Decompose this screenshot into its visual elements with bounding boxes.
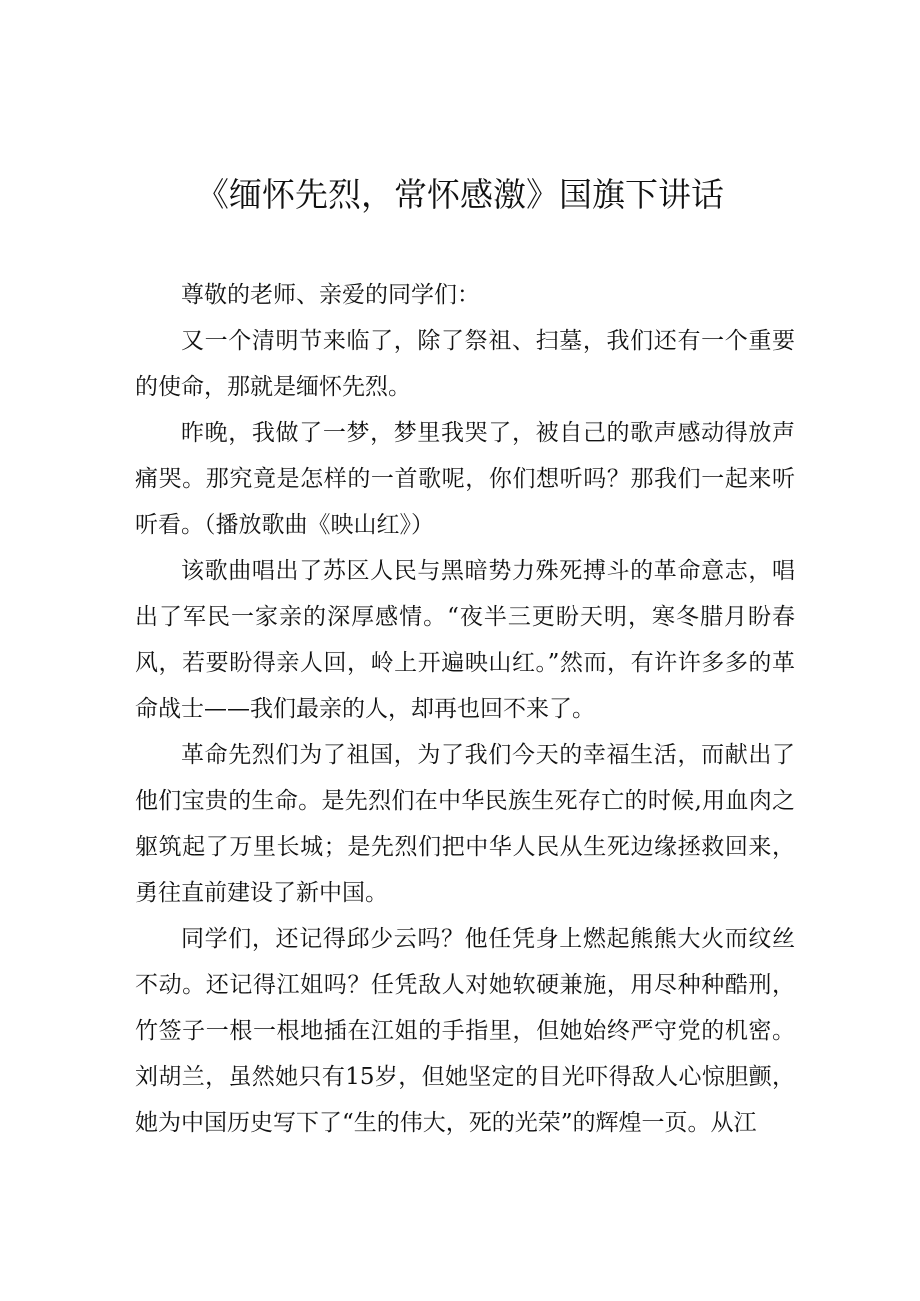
paragraph-martyrs: 革命先烈们为了祖国，为了我们今天的幸福生活，而献出了他们宝贵的生命。是先烈们在中华民族生死存亡的时候,用血肉之躯筑起了万里长城；是先烈们把中华人民从生死边缘拯救回来，勇往直前建设了新中国。 [135,742,795,906]
document-title: 《缅怀先烈，常怀感激》国旗下讲话 [196,175,724,214]
paragraph-song: 该歌曲唱出了苏区人民与黑暗势力殊死搏斗的革命意志，唱出了军民一家亲的深厚感情。“夜半三更盼天明，寒冬腊月盼春风，若要盼得亲人回，岭上开遍映山红。”然而，有许许多多的革命战士——我们最亲的人，却再也回不来了。 [135,558,795,722]
document-body [135,272,795,1146]
paragraph-greeting: 尊敬的老师、亲爱的同学们： [181,282,480,308]
paragraph-dream: 昨晚，我做了一梦，梦里我哭了，被自己的歌声感动得放声痛哭。那究竟是怎样的一首歌呢，你们想听吗？那我们一起来听听看。（播放歌曲《映山红》） [135,420,795,538]
paragraph-qingming: 又一个清明节来临了，除了祭祖、扫墓，我们还有一个重要的使命，那就是缅怀先烈。 [135,328,795,400]
paragraph-heroes: 同学们，还记得邱少云吗？他任凭身上燃起熊熊大火而纹丝不动。还记得江姐吗？任凭敌人对她软硬兼施，用尽种种酷刑，竹签子一根一根地插在江姐的手指里，但她始终严守党的机密。刘胡兰，虽然她只有15岁，但她坚定的目光吓得敌人心惊胆颤，她为中国历史写下了“生的伟大，死的光荣”的辉煌一页。从江 [135,926,795,1136]
